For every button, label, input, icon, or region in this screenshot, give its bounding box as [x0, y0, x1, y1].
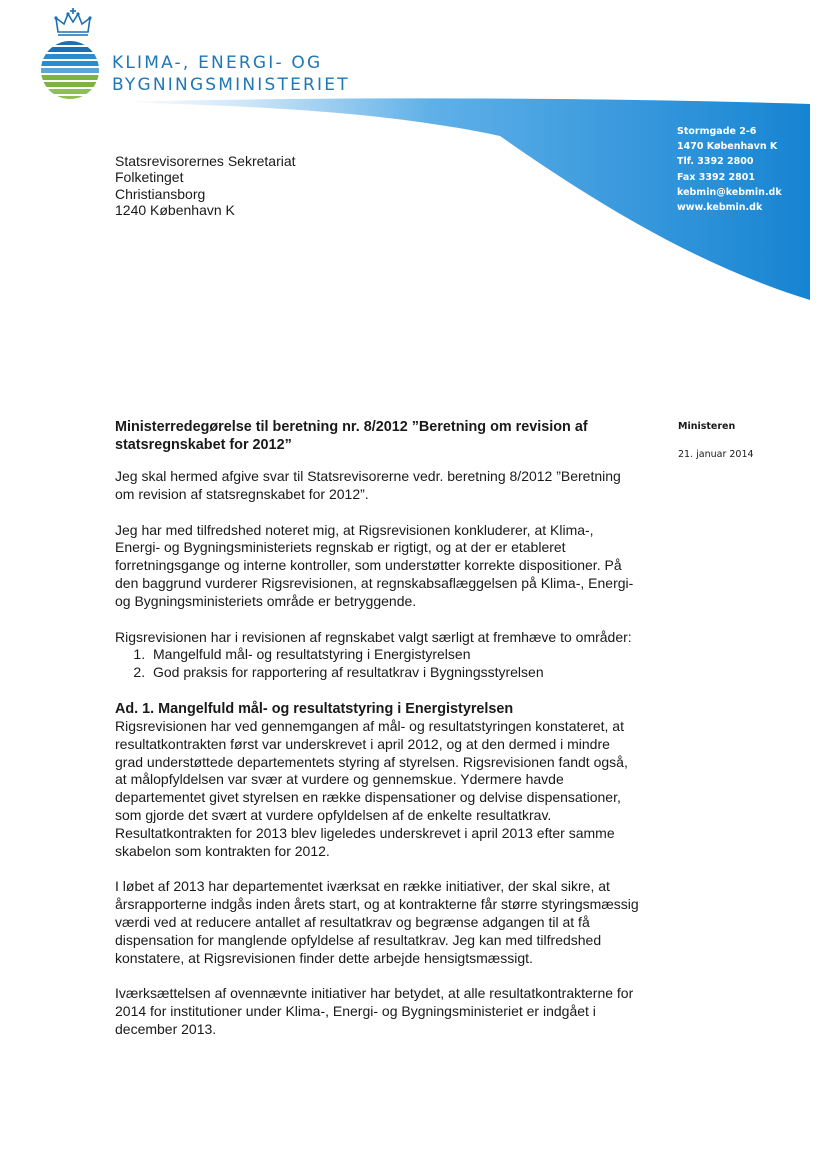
recipient-address — [115, 153, 296, 219]
contact-address: Stormgade 2-6 — [677, 126, 757, 137]
recipient-line2: Folketinget — [115, 169, 184, 186]
contact-web[interactable]: www.kebmin.dk — [677, 202, 763, 214]
ministry-logo — [36, 8, 350, 98]
letter-title: Ministerredegørelse til beretning nr. 8/2012 ”Beretning om revision af statsregnskabet for 2012” — [115, 419, 588, 453]
recipient-line4: 1240 København K — [115, 202, 235, 219]
list-item: 2. God praksis for rapportering af resultatkrav i Bygningsstyrelsen — [149, 664, 640, 682]
striped-globe-icon — [40, 40, 100, 100]
recipient-line3: Christiansborg — [115, 185, 206, 202]
section-heading: Ad. 1. Mangelfuld mål- og resultatstyring i Energistyrelsen — [115, 700, 514, 717]
contact-block — [677, 124, 782, 215]
contact-phone: Tlf. 3392 2800 — [677, 156, 754, 168]
paragraph-4: Rigsrevisionen har ved gennemgangen af mål- og resultatstyringen konstateret, at resultatkontrakten først var underskrevet i april 2012, og at den dermed i mindre grad understøttede departementets styring af styrelsen. Rigsrevisionen fandt også, at målopfyldelsen var svær at vurdere og gennemskue. Ydermere havde departementet givet styrelsen en række dispensationer og delvise dispensationer, som gjorde det svært at vurdere opfyldelsen af de enkelte resultatkrav. Resultatkontrakten for 2013 blev ligeledes underskrevet i april 2013 efter samme skabelon som kontrakten for 2012. — [115, 717, 628, 859]
paragraph-3: Rigsrevisionen har i revisionen af regnskabet valgt særligt at fremhæve to områder: — [115, 628, 632, 645]
paragraph-1: Jeg skal hermed afgive svar til Statsrevisorerne vedr. beretning 8/2012 ”Beretning om revision af statsregnskabet for 2012”. — [115, 468, 621, 502]
letter-body — [115, 418, 640, 1057]
paragraph-5: I løbet af 2013 har departementet iværksat en række initiativer, der skal sikre, at årsrapporterne indgås inden årets start, og at kontrakterne får større styringsmæssig værdi ved at reducere antallet af resultatkrav og begrænse adgangen til at få dispensation for manglende opfyldelse af resultatkrav. Jeg kan med tilfredshed konstatere, at Rigsrevisionen finder dette arbejde hensigtsmæssigt. — [115, 878, 639, 966]
contact-fax: Fax 3392 2801 — [677, 171, 755, 183]
highlight-list — [115, 646, 640, 682]
list-item: 1. Mangelfuld mål- og resultatstyring i Energistyrelsen — [149, 646, 640, 664]
paragraph-2: Jeg har med tilfredshed noteret mig, at Rigsrevisionen konkluderer, at Klima-, Energi- og Bygningsministeriets regnskab er rigtigt, og at der er etableret forretningsgange og interne kontroller, som understøtter korrekte dispositioner. På den baggrund vurderer Rigsrevisionen, at regnskabsaflæggelsen på Klima-, Energi- og Bygningsministeriets område er betryggende. — [115, 521, 634, 609]
letter-date: 21. januar 2014 — [678, 449, 754, 460]
ministry-name — [112, 52, 350, 96]
crown-icon — [54, 8, 92, 38]
ministry-name-line1: KLIMA-, ENERGI- OG — [112, 53, 323, 73]
recipient-line1: Statsrevisorernes Sekretariat — [115, 153, 296, 169]
ministry-name-line2: BYGNINGSMINISTERIET — [112, 75, 350, 95]
sender-label: Ministeren — [678, 421, 736, 432]
paragraph-6: Iværksættelsen af ovennævnte initiativer har betydet, at alle resultatkontrakterne for 2014 for institutioner under Klima-, Energi- og Bygningsministeriet er indgået i december 2013. — [115, 985, 634, 1037]
contact-city: 1470 København K — [677, 141, 778, 153]
contact-email[interactable]: kebmin@kebmin.dk — [677, 186, 782, 198]
